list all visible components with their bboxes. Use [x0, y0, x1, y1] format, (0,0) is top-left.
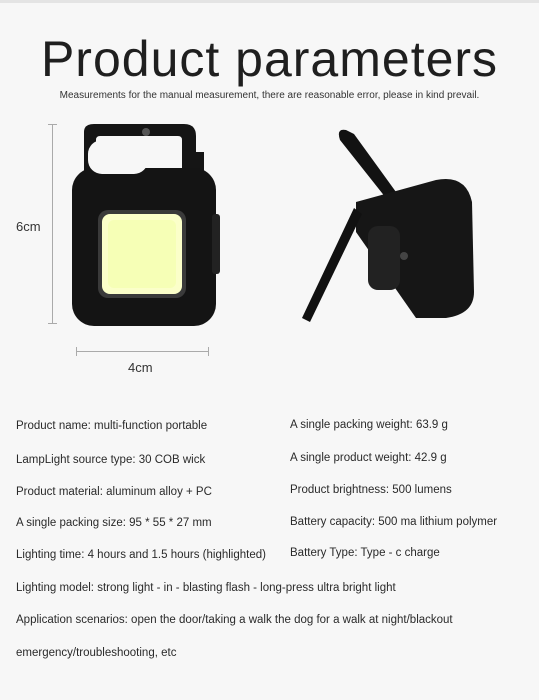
side-clip: [212, 214, 220, 274]
spec-product-weight: A single product weight: 42.9 g: [290, 452, 447, 464]
spec-light-source: LampLight source type: 30 COB wick: [16, 454, 206, 466]
led-glow: [108, 220, 176, 288]
spec-application-scenarios-cont: emergency/troubleshooting, etc: [16, 647, 177, 659]
height-dimension-line: [52, 124, 53, 324]
width-dimension-cap-right: [208, 347, 209, 356]
device-side-view: [296, 122, 486, 332]
power-button: [400, 252, 408, 260]
spec-application-scenarios: Application scenarios: open the door/taking a walk the dog for a walk at night/blackout: [16, 614, 453, 626]
spec-lighting-model: Lighting model: strong light - in - blasting flash - long-press ultra bright light: [16, 582, 396, 594]
spec-battery-capacity: Battery capacity: 500 ma lithium polymer: [290, 516, 498, 528]
width-dimension-line: [76, 351, 209, 352]
spec-lighting-time: Lighting time: 4 hours and 1.5 hours (highlighted): [16, 549, 266, 561]
width-dimension-label: 4cm: [128, 360, 153, 375]
device-front-view: [64, 122, 224, 332]
body-opening: [88, 140, 148, 174]
stand-leg: [302, 208, 362, 322]
height-dimension-cap-top: [48, 124, 57, 125]
hook-hole: [142, 128, 150, 136]
spec-brightness: Product brightness: 500 lumens: [290, 484, 452, 496]
height-dimension-cap-bottom: [48, 323, 57, 324]
page-title: Product parameters: [40, 31, 499, 87]
page-subtitle: Measurements for the manual measurement, there are reasonable error, please in kind prevail.: [59, 90, 480, 101]
width-dimension-cap-left: [76, 347, 77, 356]
spec-packing-weight: A single packing weight: 63.9 g: [290, 419, 448, 431]
spec-material: Product material: aluminum alloy + PC: [16, 486, 212, 498]
top-border: [0, 0, 539, 3]
spec-battery-type: Battery Type: Type - c charge: [290, 547, 440, 559]
height-dimension-label: 6cm: [16, 219, 41, 234]
side-button-housing: [368, 226, 400, 290]
spec-product-name: Product name: multi-function portable: [16, 420, 208, 432]
side-carabiner: [339, 130, 396, 198]
spec-packing-size: A single packing size: 95 * 55 * 27 mm: [16, 517, 212, 529]
